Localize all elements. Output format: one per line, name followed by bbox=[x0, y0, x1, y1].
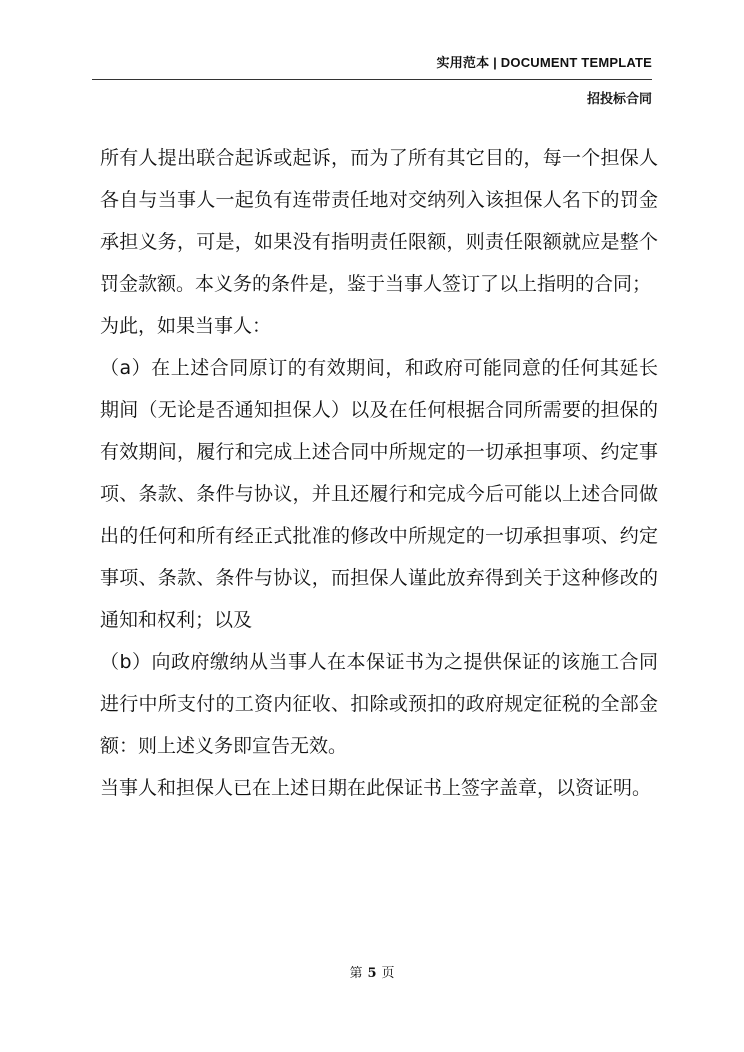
header-subtitle: 招投标合同 bbox=[586, 91, 652, 106]
paragraph: （a）在上述合同原订的有效期间，和政府可能同意的任何其延长期间（无论是否通知担保人）以及在任何根据合同所需要的担保的有效期间，履行和完成上述合同中所规定的一切承担事项、约定事项、条款、条件与协议，并且还履行和完成今后可能以上述合同做出的任何和所有经正式批准的修改中所规定的一切承担事项、约定事项、条款、条件与协议，而担保人谨此放弃得到关于这种修改的通知和权利；以及 bbox=[100, 357, 658, 631]
paragraph: 为此，如果当事人： bbox=[100, 315, 272, 337]
header-divider bbox=[92, 79, 652, 80]
document-body bbox=[100, 137, 658, 809]
page-number: 5 bbox=[367, 966, 377, 981]
page-footer bbox=[0, 962, 744, 981]
page-suffix: 页 bbox=[381, 966, 395, 981]
paragraph: 所有人提出联合起诉或起诉，而为了所有其它目的，每一个担保人各自与当事人一起负有连带责任地对交纳列入该担保人名下的罚金承担义务，可是，如果没有指明责任限额，则责任限额就应是整个罚金款额。本义务的条件是，鉴于当事人签订了以上指明的合同； bbox=[100, 147, 658, 295]
paragraph: （b）向政府缴纳从当事人在本保证书为之提供保证的该施工合同进行中所支付的工资内征收、扣除或预扣的政府规定征税的全部金额：则上述义务即宣告无效。 bbox=[100, 651, 658, 757]
page-prefix: 第 bbox=[349, 966, 363, 981]
paragraph: 当事人和担保人已在上述日期在此保证书上签字盖章，以资证明。 bbox=[100, 777, 652, 799]
header-title: 实用范本 | DOCUMENT TEMPLATE bbox=[436, 55, 652, 70]
